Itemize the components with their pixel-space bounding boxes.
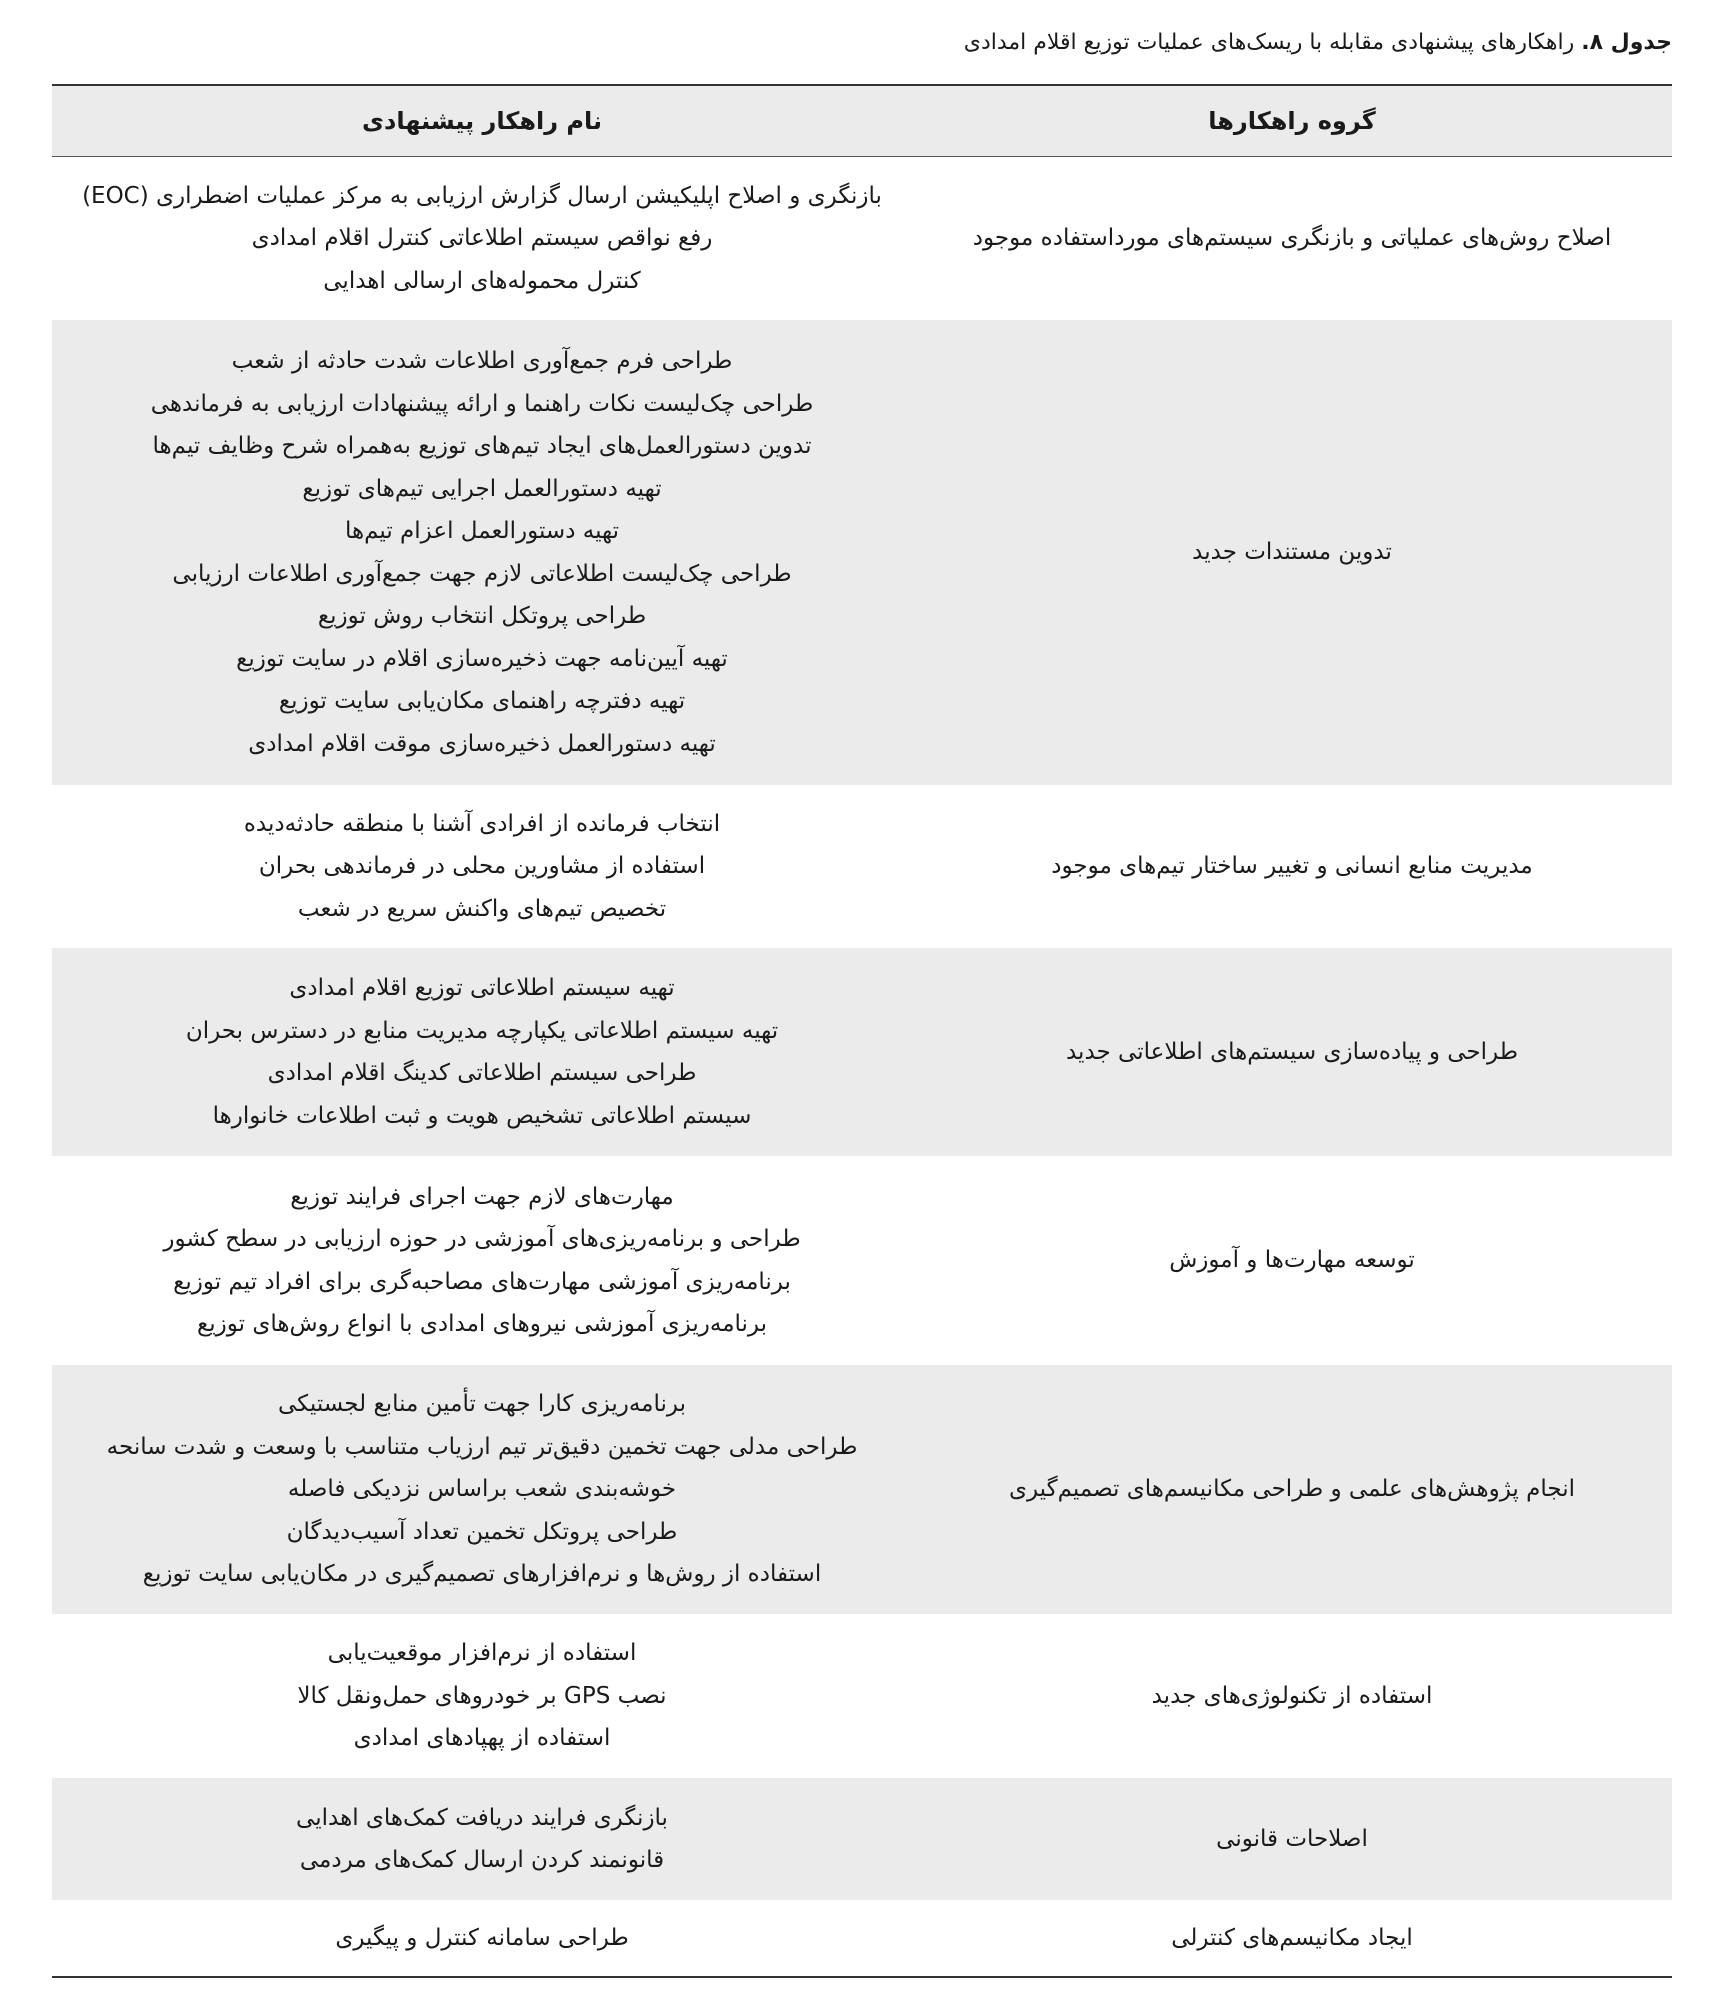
solution-item: تدوین دستورالعمل‌های ایجاد تیم‌های توزیع به‌همراه شرح وظایف تیم‌ها [152, 433, 812, 459]
header-items: نام راهکار پیشنهادی [362, 106, 602, 135]
table-row [52, 948, 1672, 1156]
group-cell: انجام پژوهش‌های علمی و طراحی مکانیسم‌های تصمیم‌گیری [1008, 1476, 1576, 1503]
table-row [52, 1365, 1672, 1614]
solution-item: استفاده از روش‌ها و نرم‌افزارهای تصمیم‌گیری در مکان‌یابی سایت توزیع [142, 1561, 822, 1588]
table-row [52, 1156, 1672, 1365]
solution-item: مهارت‌های لازم جهت اجرای فرایند توزیع [290, 1183, 674, 1210]
solution-item: استفاده از مشاورین محلی در فرماندهی بحران [258, 853, 706, 880]
solution-item: بازنگری فرایند دریافت کمک‌های اهدایی [296, 1804, 668, 1831]
solution-item: طراحی چک‌لیست نکات راهنما و ارائه پیشنهادات ارزیابی به فرماندهی [150, 390, 814, 417]
items-cell [52, 948, 912, 1156]
group-cell: طراحی و پیاده‌سازی سیستم‌های اطلاعاتی جدید [1065, 1038, 1519, 1065]
solution-item: برنامه‌ریزی کارا جهت تأمین منابع لجستیکی [278, 1391, 686, 1418]
solution-item: طراحی مدلی جهت تخمین دقیق‌تر تیم ارزیاب متناسب با وسعت و شدت سانحه [106, 1433, 858, 1460]
table-bottom-rule [52, 1976, 1672, 1978]
solution-item: تهیه دستورالعمل اجرایی تیم‌های توزیع [302, 475, 662, 502]
items-cell [52, 1778, 912, 1900]
header-group: گروه راهکارها [1208, 106, 1376, 135]
solution-item: رفع نواقص سیستم اطلاعاتی کنترل اقلام امدادی [251, 225, 713, 252]
table-caption [50, 26, 1672, 60]
solution-item: تهیه آیین‌نامه جهت ذخیره‌سازی اقلام در سایت توزیع [236, 645, 728, 672]
table-row [52, 785, 1672, 948]
group-cell: تدوین مستندات جدید [1192, 539, 1392, 566]
solution-item: طراحی سیستم اطلاعاتی کدینگ اقلام امدادی [267, 1060, 697, 1086]
items-cell [52, 1614, 912, 1778]
group-cell: اصلاح روش‌های عملیاتی و بازنگری سیستم‌های مورداستفاده موجود [972, 225, 1612, 252]
caption-text: راهکارهای پیشنهادی مقابله با ریسک‌های عملیات توزیع اقلام امدادی [963, 30, 1575, 55]
group-cell: استفاده از تکنولوژی‌های جدید [1151, 1682, 1433, 1709]
group-cell: اصلاحات قانونی [1216, 1825, 1368, 1852]
solution-item: تهیه دستورالعمل ذخیره‌سازی موقت اقلام امدادی [248, 730, 716, 757]
solution-item: طراحی و برنامه‌ریزی‌های آموزشی در حوزه ارزیابی در سطح کشور [163, 1226, 801, 1252]
solution-item: نصب GPS بر خودروهای حمل‌ونقل کالا [297, 1682, 667, 1709]
solution-item: سیستم اطلاعاتی تشخیص هویت و ثبت اطلاعات خانوارها [212, 1102, 752, 1129]
solution-item: برنامه‌ریزی آموزشی نیروهای امدادی با انواع روش‌های توزیع [196, 1311, 768, 1337]
solution-item: طراحی چک‌لیست اطلاعاتی لازم جهت جمع‌آوری اطلاعات ارزیابی [172, 560, 792, 587]
solution-item: تهیه دفترچه راهنمای مکان‌یابی سایت توزیع [278, 688, 686, 714]
solution-item: قانونمند کردن ارسال کمک‌های مردمی [299, 1847, 665, 1873]
items-cell [52, 157, 912, 320]
table-row [52, 320, 1672, 785]
solution-item: تهیه دستورالعمل اعزام تیم‌ها [344, 518, 620, 544]
solution-item: تخصیص تیم‌های واکنش سریع در شعب [297, 895, 667, 922]
group-cell: ایجاد مکانیسم‌های کنترلی [1171, 1924, 1413, 1951]
items-cell [52, 1900, 912, 1976]
solution-item: طراحی سامانه کنترل و پیگیری [335, 1924, 629, 1951]
solution-item: کنترل محموله‌های ارسالی اهدایی [323, 267, 641, 294]
solution-item: طراحی پروتکل تخمین تعداد آسیب‌دیدگان [286, 1518, 678, 1545]
solution-item: استفاده از نرم‌افزار موقعیت‌یابی [327, 1640, 637, 1667]
caption-label: جدول ۸. [1581, 30, 1672, 55]
group-cell: توسعه مهارت‌ها و آموزش [1169, 1247, 1415, 1274]
table-row [52, 157, 1672, 320]
items-cell [52, 1156, 912, 1365]
solution-item: طراحی پروتکل انتخاب روش توزیع [317, 603, 647, 629]
solution-item: استفاده از پهپادهای امدادی [353, 1725, 611, 1752]
solution-item: تهیه سیستم اطلاعاتی توزیع اقلام امدادی [289, 975, 675, 1001]
solution-item: تهیه سیستم اطلاعاتی یکپارچه مدیریت منابع در دسترس بحران [185, 1017, 779, 1044]
items-cell [52, 1365, 912, 1614]
table-row [52, 1778, 1672, 1900]
table-header-row [52, 86, 1672, 156]
solution-item: انتخاب فرمانده از افرادی آشنا با منطقه حادثه‌دیده [243, 810, 721, 837]
solution-item: برنامه‌ریزی آموزشی مهارت‌های مصاحبه‌گری برای افراد تیم توزیع [173, 1268, 791, 1295]
group-cell: مدیریت منابع انسانی و تغییر ساختار تیم‌های موجود [1051, 853, 1533, 880]
items-cell [52, 320, 912, 785]
solution-item: خوشه‌بندی شعب براساس نزدیکی فاصله [287, 1476, 677, 1503]
table-row [52, 1900, 1672, 1976]
solution-item: طراحی فرم جمع‌آوری اطلاعات شدت حادثه از شعب [231, 348, 733, 374]
solution-item: بازنگری و اصلاح اپلیکیشن ارسال گزارش ارزیابی به مرکز عملیات اضطراری (EOC) [82, 182, 882, 209]
table-row [52, 1614, 1672, 1778]
items-cell [52, 785, 912, 948]
